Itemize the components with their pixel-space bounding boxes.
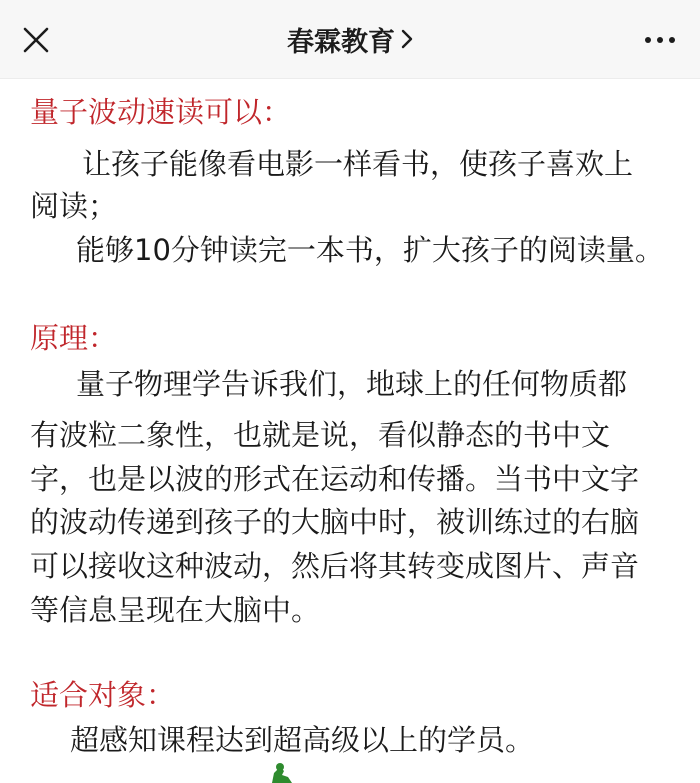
chevron-right-icon [401,28,413,50]
green-figure-graphic [258,761,298,783]
paragraph-line: 可以接收这种波动，然后将其转变成图片、声音 [30,549,640,583]
paragraph-line: 超感知课程达到超高级以上的学员。 [70,723,535,757]
top-navigation-bar [0,0,700,79]
paragraph-line: 量子物理学告诉我们，地球上的任何物质都 [76,367,628,401]
paragraph-line: 阅读； [30,189,118,223]
paragraph-line: 有波粒二象性，也就是说，看似静态的书中文 [30,418,611,452]
more-dots-icon [645,37,651,43]
more-dots-icon [657,37,663,43]
more-options-button[interactable] [636,18,684,62]
section-heading-target-audience: 适合对象： [30,678,176,712]
paragraph-line: 让孩子能像看电影一样看书，使孩子喜欢上 [82,147,634,181]
paragraph-line: 的波动传递到孩子的大脑中时，被训练过的右脑 [30,505,640,539]
close-icon [23,27,49,53]
section-heading-benefits: 量子波动速读可以： [30,95,292,129]
page-title: 春霖教育 [287,26,395,58]
account-title-button[interactable] [220,0,480,78]
more-dots-icon [669,37,675,43]
paragraph-line: 字，也是以波的形式在运动和传播。当书中文字 [30,462,640,496]
paragraph-line: 能够10分钟读完一本书，扩大孩子的阅读量。 [76,233,664,267]
section-heading-principle: 原理： [30,321,118,355]
paragraph-line: 等信息呈现在大脑中。 [30,593,321,627]
article-body [0,80,700,781]
close-button[interactable] [14,18,58,62]
